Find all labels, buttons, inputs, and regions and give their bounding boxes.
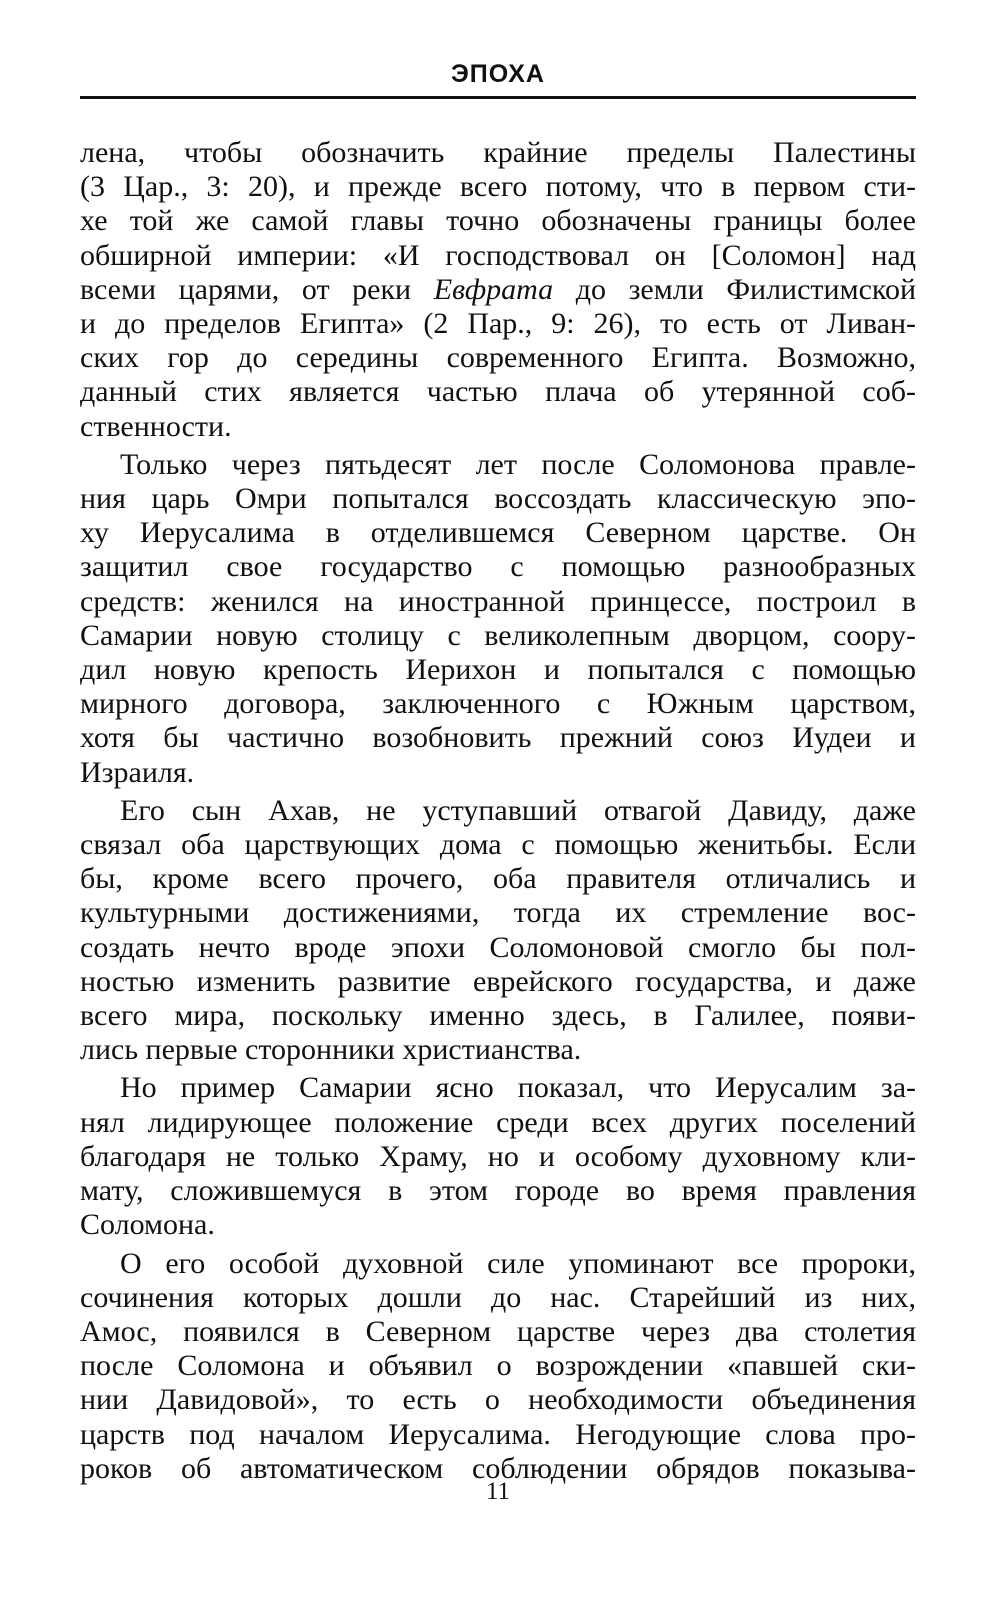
text-line: мату, сложившемуся в этом городе во время правления [80,1174,916,1208]
text-line: Израиля. [80,755,195,789]
text-line: связал оба царствующих дома с помощью женитьбы. Если [80,828,916,862]
text-line: царств под началом Иерусалима. Негодующие слова про- [80,1417,916,1451]
paragraph-1 [80,136,916,444]
italic-term: Евфрата [433,272,554,306]
text-run: всеми царями, от реки [80,272,434,306]
page-number: 11 [485,1478,511,1505]
text-line: сочинения которых дошли до нас. Старейший из них, [80,1280,916,1314]
text-line: лена, чтобы обозначить крайние пределы Палестины [80,136,916,169]
text-line: (3 Цар., 3: 20), и прежде всего потому, что в первом сти- [80,170,916,204]
text-line: хотя бы частично возобновить прежний союз Иудеи и [80,721,916,755]
paragraph-4 [80,1071,916,1242]
text-line: мирного договора, заключенного с Южным царством, [80,687,916,721]
text-line: бы, кроме всего прочего, оба правителя отличались и [80,862,916,896]
text-line: создать нечто вроде эпохи Соломоновой смогло бы пол- [80,930,916,964]
text-line: хе той же самой главы точно обозначены границы более [80,204,916,238]
text-line [80,273,916,307]
text-line: после Соломона и объявил о возрождении «павшей ски- [80,1349,916,1383]
text-line: данный стих является частью плача об утерянной соб- [80,375,916,409]
paragraph-3 [80,794,916,1068]
text-line: дил новую крепость Иерихон и попытался с помощью [80,653,916,687]
text-line: благодаря не только Храму, но и особому духовному кли- [80,1139,916,1173]
paragraph-5 [80,1247,916,1486]
text-line: Но пример Самарии ясно показал, что Иерусалим за- [120,1071,916,1105]
body-text [80,136,916,1490]
text-line: ских гор до середины современного Египта. Возможно, [80,341,916,375]
text-line: О его особой духовной силе упоминают все пророки, [120,1246,916,1280]
text-line: ху Иерусалима в отделившемся Северном царстве. Он [80,516,916,550]
text-line: ностью изменить развитие еврейского государства, и даже [80,964,916,998]
text-line: культурными достижениями, тогда их стремление вос- [80,896,916,930]
text-line: и до пределов Египта» (2 Пар., 9: 26), то есть от Ливан- [80,307,916,341]
text-line: средств: женился на иностранной принцессе, построил в [80,584,916,618]
text-line: всего мира, поскольку именно здесь, в Галилее, появи- [80,999,916,1033]
text-line: роков об автоматическом соблюдении обрядов показыва- [80,1451,916,1485]
text-line: Самарии новую столицу с великолепным дворцом, соору- [80,618,916,652]
text-line: нии Давидовой», то есть о необходимости объединения [80,1383,916,1417]
text-line: нял лидирующее положение среди всех других поселений [80,1105,916,1139]
text-line: обширной империи: «И господствовал он [Соломон] над [80,238,916,272]
text-line: защитил свое государство с помощью разнообразных [80,550,916,584]
text-line: ственности. [80,409,232,443]
text-line: ния царь Омри попытался воссоздать классическую эпо- [80,482,916,516]
text-line: Соломона. [80,1208,215,1242]
text-line: Амос, появился в Северном царстве через два столетия [80,1314,916,1348]
text-line: Его сын Ахав, не уступавший отвагой Давиду, даже [120,793,916,827]
text-line: Только через пятьдесят лет после Соломонова правле- [120,447,916,481]
running-head: ЭПОХА [451,60,545,88]
text-line: лись первые сторонники христианства. [80,1033,582,1067]
text-run: до земли Филистимской [553,272,916,306]
header-rule [80,96,916,99]
paragraph-2 [80,448,916,790]
